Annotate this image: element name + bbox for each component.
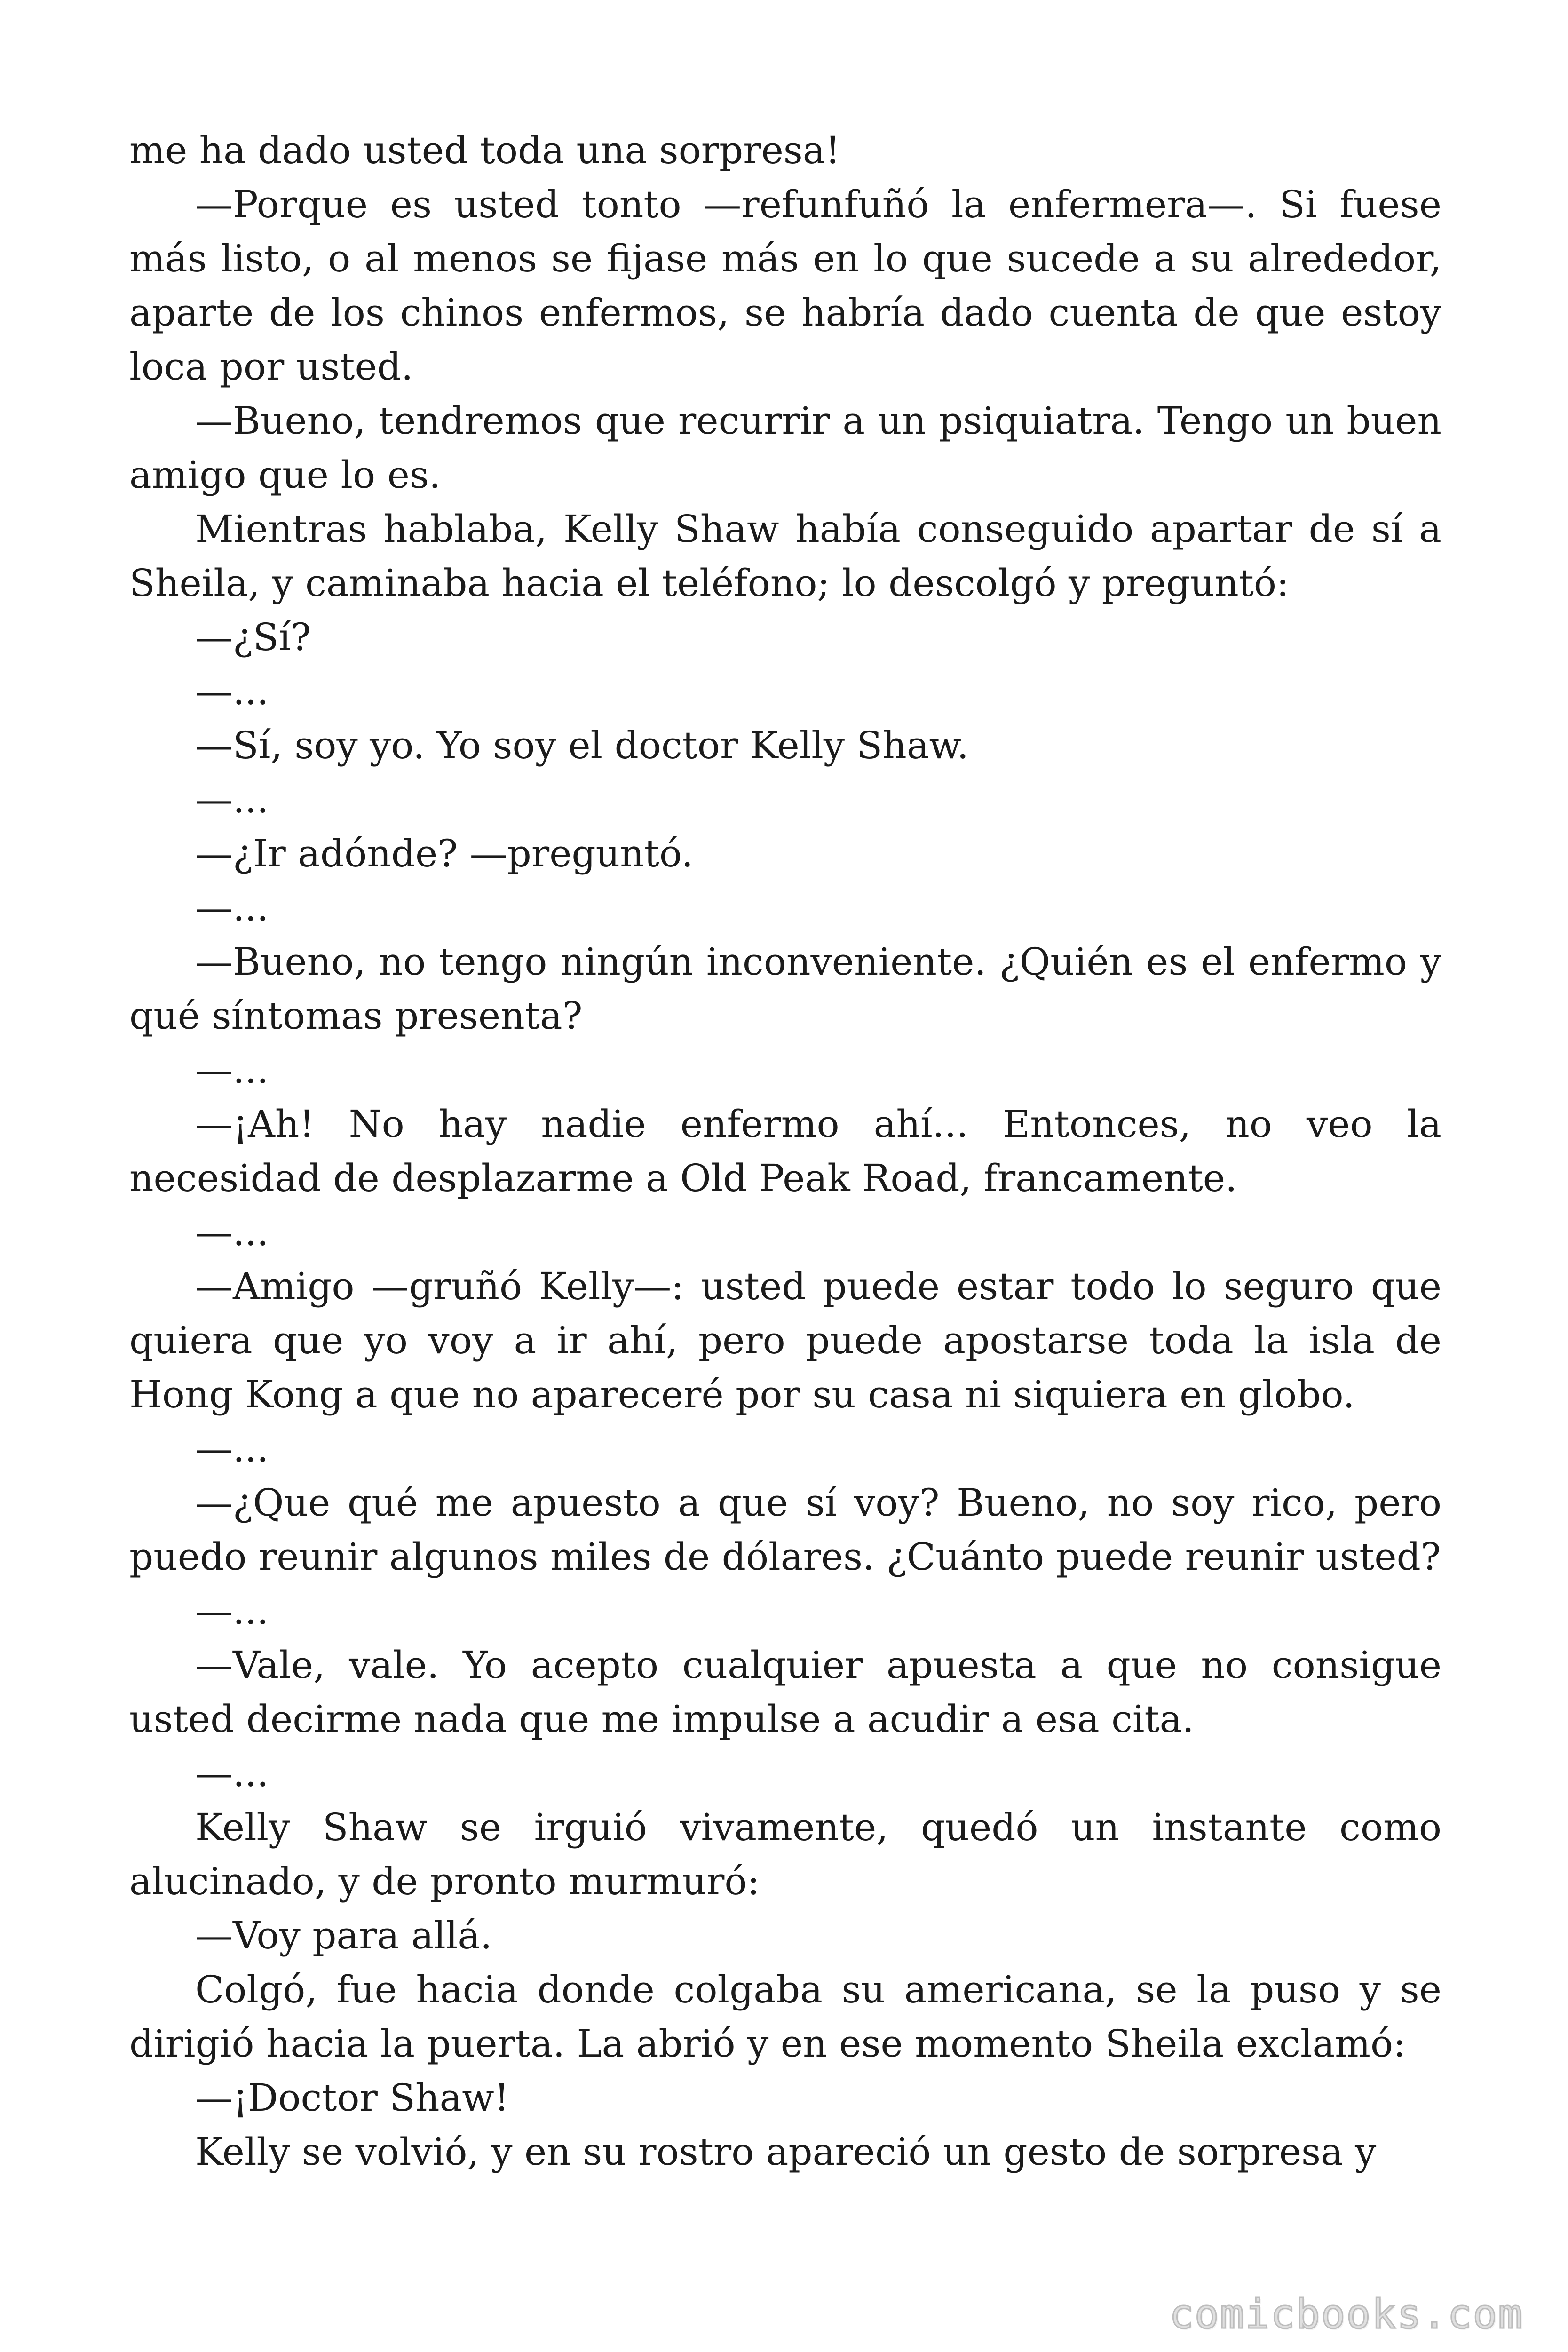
paragraph: —Amigo —gruñó Kelly—: usted puede estar todo lo seguro que quiera que yo voy a ir ahí, pero puede apostarse toda la isla de Hong Kong a que no apareceré por su casa ni siquiera en globo. [129,1264,1441,1416]
paragraph: —... [195,1589,269,1633]
watermark: comicbooks.com [1169,2291,1523,2338]
paragraph: —Vale, vale. Yo acepto cualquier apuesta a que no consigue usted decirme nada que me impulse a acudir a esa cita. [129,1643,1441,1741]
paragraph: —Porque es usted tonto —refunfuñó la enfermera—. Si fuese más listo, o al menos se fijase más en lo que sucede a su alrededor, aparte de los chinos enfermos, se habría dado cuenta de que estoy loca por usted. [129,183,1441,389]
paragraph: —¿Que qué me apuesto a que sí voy? Bueno, no soy rico, pero puedo reunir algunos miles de dólares. ¿Cuánto puede reunir usted? [129,1481,1441,1579]
paragraph: —... [195,1048,269,1092]
paragraph: —... [195,1427,269,1470]
paragraph: —Bueno, no tengo ningún inconveniente. ¿Quién es el enfermo y qué síntomas presenta? [129,940,1441,1038]
paragraph: —¡Doctor Shaw! [195,2076,509,2120]
paragraph: —... [195,1751,269,1795]
paragraph: —¿Ir adónde? —preguntó. [195,832,694,875]
paragraph: —... [195,778,269,821]
paragraph: Mientras hablaba, Kelly Shaw había conseguido apartar de sí a Sheila, y caminaba hacia el teléfono; lo descolgó y preguntó: [129,507,1441,605]
paragraph: —Sí, soy yo. Yo soy el doctor Kelly Shaw. [195,723,969,767]
paragraph: Kelly Shaw se irguió vivamente, quedó un instante como alucinado, y de pronto murmuró: [129,1805,1441,1903]
paragraph: me ha dado usted toda una sorpresa! [129,128,840,172]
paragraph: Colgó, fue hacia donde colgaba su americana, se la puso y se dirigió hacia la puerta. La abrió y en ese momento Sheila exclamó: [129,1968,1441,2066]
paragraph: —... [195,1210,269,1254]
body-text [129,123,1441,2179]
paragraph: —Bueno, tendremos que recurrir a un psiquiatra. Tengo un buen amigo que lo es. [129,399,1441,497]
paragraph: —¿Sí? [195,615,311,659]
paragraph: —¡Ah! No hay nadie enfermo ahí... Entonces, no veo la necesidad de desplazarme a Old Peak Road, francamente. [129,1102,1441,1200]
paragraph: —... [195,886,269,930]
paragraph: —Voy para allá. [195,1914,492,1957]
paragraph: —... [195,669,269,713]
paragraph: Kelly se volvió, y en su rostro apareció un gesto de sorpresa y [195,2130,1377,2174]
